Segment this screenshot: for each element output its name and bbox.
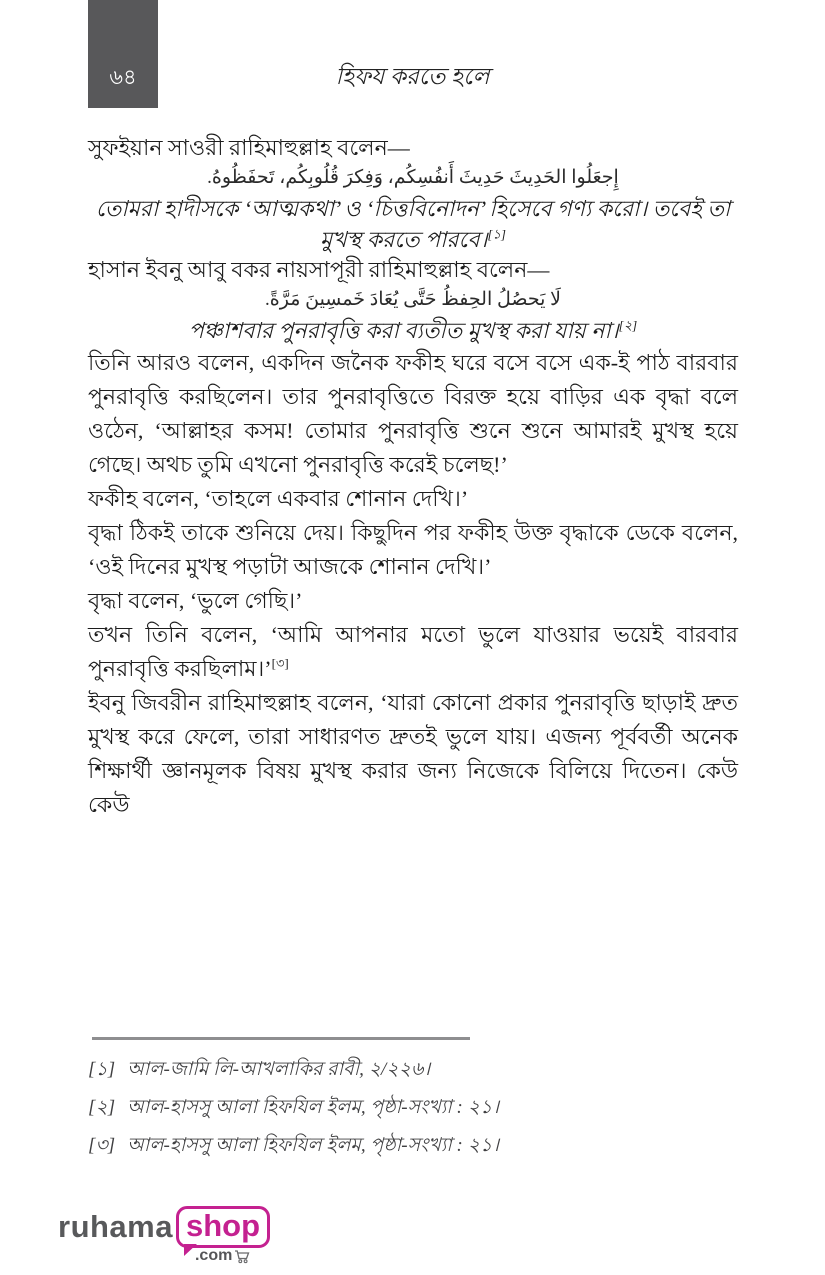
- logo-domain-row: [195, 1247, 251, 1265]
- quote-text: পঞ্চাশবার পুনরাবৃত্তি করা ব্যতীত মুখস্থ করা যায় না।: [188, 318, 619, 343]
- footnote-separator: [92, 1037, 470, 1040]
- narrator-line-1: সুফইয়ান সাওরী রাহিমাহুল্লাহ বলেন—: [88, 135, 410, 160]
- main-text-column: [88, 133, 738, 822]
- running-head: হিফয করতে হলে: [335, 64, 490, 89]
- footnote-label: [২]: [88, 1097, 116, 1118]
- body-paragraph: তিনি আরও বলেন, একদিন জনৈক ফকীহ ঘরে বসে বসে এক-ই পাঠ বারবার পুনরাবৃত্তি করছিলেন। তার পুনরাবৃত্তিতে বিরক্ত হয়ে বাড়ির এক বৃদ্ধা বলে ওঠেন, ‘আল্লাহর কসম! তোমার পুনরাবৃত্তি শুনে শুনে আমারই মুখস্থ হয়ে গেছে। অথচ তুমি এখনো পুনরাবৃত্তি করেই চলেছ!’: [88, 350, 738, 477]
- shopping-cart-icon: [234, 1249, 251, 1264]
- footnote-text: আল-জামি লি-আখলাকির রাবী, ২/২২৬।: [127, 1059, 431, 1080]
- logo-brand-text: ruhama: [58, 1209, 173, 1244]
- footnote-ref-1: [১]: [487, 226, 506, 242]
- footnote-item: [88, 1134, 738, 1158]
- translation-quote-2: [88, 315, 738, 346]
- narrator-line-2: হাসান ইবনু আবু বকর নায়সাপূরী রাহিমাহুল্লাহ বলেন—: [88, 257, 550, 282]
- body-paragraph: বৃদ্ধা ঠিকই তাকে শুনিয়ে দেয়। কিছুদিন পর ফকীহ উক্ত বৃদ্ধাকে ডেকে বলেন, ‘ওই দিনের মুখস্থ পড়াটা আজকে শোনান দেখি।’: [88, 520, 738, 579]
- body-paragraph: ইবনু জিবরীন রাহিমাহুল্লাহ বলেন, ‘যারা কোনো প্রকার পুনরাবৃত্তি ছাড়াই দ্রুত মুখস্থ করে ফেলে, তারা সাধারণত দ্রুতই ভুলে যায়। এজন্য পূর্ববর্তী অনেক শিক্ষার্থী জ্ঞানমূলক বিষয় মুখস্থ করার জন্য নিজেকে বিলিয়ে দিতেন। কেউ কেউ: [88, 690, 738, 817]
- body-paragraph: ফকীহ বলেন, ‘তাহলে একবার শোনান দেখি।’: [88, 486, 469, 511]
- arabic-quote-2: لَا يَحصُلُ الحِفظُ حَتَّى يُعَادَ خَمسِينَ مَرَّةً.: [265, 289, 561, 310]
- logo-speech-bubble: [176, 1206, 270, 1264]
- footnotes-block: [88, 1058, 738, 1172]
- body-paragraph: বৃদ্ধা বলেন, ‘ভুলে গেছি।’: [88, 588, 303, 613]
- translation-quote-1: [88, 193, 738, 255]
- footnote-item: [88, 1058, 738, 1082]
- publisher-logo: [58, 1206, 270, 1264]
- footnote-ref-2: [২]: [618, 317, 638, 333]
- logo-domain-text: .com: [194, 1247, 233, 1264]
- footnote-item: [88, 1096, 738, 1120]
- footnote-ref-3: [৩]: [271, 655, 289, 671]
- paragraph-text: তখন তিনি বলেন, ‘আমি আপনার মতো ভুলে যাওয়ার ভয়েই বারবার পুনরাবৃত্তি করছিলাম।’: [88, 622, 738, 681]
- page-number: ৬৪: [109, 65, 137, 89]
- quote-text: তোমরা হাদীসকে ‘আত্মকথা’ ও ‘চিত্তবিনোদন’ হিসেবে গণ্য করো। তবেই তা মুখস্থ করতে পারবে।: [95, 196, 731, 252]
- footnote-text: আল-হাসসু আলা হিফযিল ইলম, পৃষ্ঠা-সংখ্যা : ২১।: [127, 1097, 500, 1118]
- footnote-text: আল-হাসসু আলা হিফযিল ইলম, পৃষ্ঠা-সংখ্যা : ২১।: [127, 1135, 500, 1156]
- footnote-label: [৩]: [88, 1135, 116, 1156]
- arabic-quote-1: إِجعَلُوا الحَدِيثَ حَدِيثَ أَنفُسِكُم، وَفِكرَ قُلُوبِكُم، تَحفَظُوهُ.: [207, 167, 619, 188]
- body-paragraph: [88, 618, 738, 686]
- logo-shop-text: shop: [185, 1208, 261, 1243]
- footnote-label: [১]: [88, 1059, 116, 1080]
